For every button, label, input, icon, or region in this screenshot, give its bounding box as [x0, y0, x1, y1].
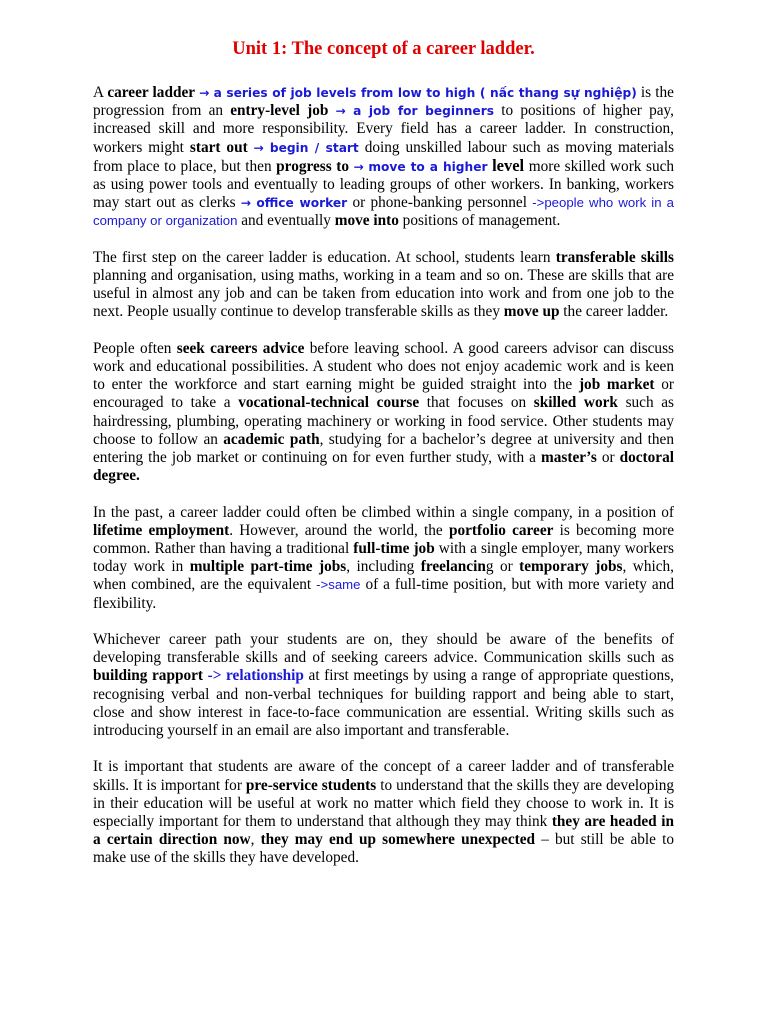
text: before leaving school. A good careers advisor can discuss work and educational possibilities. A student who does not enjoy academic work and is keen to enter the workforce and start earning might be guided straight into the	[93, 339, 674, 394]
text: , studying for a bachelor’s degree at university and then entering the job market or continuing on for even further study, with a	[93, 430, 674, 467]
text: the career ladder.	[559, 303, 669, 321]
text: that focuses on	[419, 394, 534, 412]
paragraph-5	[93, 631, 674, 740]
text: of a full-time position, but with more variety and flexibility.	[93, 576, 674, 612]
text: positions of management.	[398, 212, 561, 230]
key-term: full-time job	[353, 540, 435, 558]
paragraph-1	[93, 84, 674, 231]
key-term: start out	[189, 138, 248, 156]
text: People often	[93, 339, 177, 357]
key-term: temporary jobs	[519, 558, 623, 576]
text: such as hairdressing, plumbing, operating machinery or working in food service. Other students may choose to follow an	[93, 394, 674, 448]
text: or	[596, 449, 620, 467]
text: , including	[346, 558, 421, 576]
definition: office worker	[256, 196, 348, 211]
key-term: they are headed in a certain direction now	[93, 813, 674, 849]
text: and eventually	[237, 212, 335, 230]
text: g or	[485, 558, 520, 576]
key-term: multiple part-time jobs	[189, 558, 347, 576]
key-term: pre-service students	[245, 776, 377, 794]
text: – but still be able to make use of the skills they have developed.	[93, 831, 674, 867]
text: or encouraged to take a	[93, 376, 674, 412]
paragraph-4	[93, 504, 674, 613]
text: doing unskilled labour such as moving materials from place to place, but then	[93, 138, 675, 175]
arrow-icon: →	[240, 196, 252, 211]
paragraph-2	[93, 249, 674, 322]
key-term: progress to	[276, 157, 349, 175]
text: A	[93, 84, 108, 101]
text: . However, around the world, the	[229, 521, 449, 539]
key-term: academic path	[223, 430, 320, 448]
arrow-icon: →	[199, 86, 210, 100]
key-term: career ladder	[107, 84, 196, 101]
text: ,	[250, 831, 261, 849]
text: more skilled work such as using power tools and eventually to leading groups of other workers. In banking, workers may start out as clerks	[93, 157, 675, 212]
text: is becoming more common. Rather than having a traditional	[93, 521, 674, 558]
text: to positions of higher pay, increased skill and more responsibility. Every field has a career ladder. In construction, workers might	[93, 102, 674, 156]
page-title: Unit 1: The concept of a career ladder.	[232, 39, 535, 59]
paragraph-6	[93, 758, 674, 867]
text: It is important that students are aware of the concept of a career ladder and of transferable skills. It is important for	[93, 758, 674, 794]
text: Whichever career path your students are on, they should be aware of the benefits of developing transferable skills and of seeking careers advice. Communication skills such as	[93, 631, 674, 667]
text: , which, when combined, are the equivalent	[93, 558, 674, 594]
arrow-icon: →	[253, 140, 264, 155]
text: The first step on the career ladder is education. At school, students learn	[93, 248, 556, 266]
definition: ->same	[316, 577, 361, 593]
key-term: doctoral degree.	[93, 449, 674, 485]
key-term: lifetime employment	[93, 521, 230, 539]
key-term: master’s	[541, 449, 597, 467]
key-term: entry-level job	[230, 102, 329, 120]
text: In the past, a career ladder could often be climbed within a single company, in a position of	[93, 503, 674, 521]
key-term: move up	[503, 303, 560, 321]
definition: ->people who work in a company or organization	[93, 195, 675, 229]
text: with a single employer, many workers today work in	[93, 540, 675, 576]
key-term: skilled work	[533, 394, 618, 412]
definition: -> relationship	[207, 667, 304, 685]
text: planning and organisation, using maths, working in a team and so on. These are skills that are useful in almost any job and can be taken from education into work and from one job to the next. People usually continue to develop transferable skills as they	[93, 267, 674, 321]
text: to understand that the skills they are developing in their education will be useful at work no matter which field they choose to work in. It is especially important for them to understand that although they may think	[93, 776, 674, 831]
key-term: they may end up somewhere unexpected	[260, 831, 536, 849]
key-term: vocational-technical course	[238, 394, 420, 412]
definition: move to a higher	[368, 159, 488, 174]
text: is the progression from an	[93, 84, 674, 120]
definition: begin / start	[269, 140, 359, 155]
key-term: transferable skills	[555, 248, 674, 266]
key-term: move into	[334, 212, 399, 230]
key-term: seek careers advice	[176, 339, 305, 357]
key-term: portfolio career	[448, 521, 554, 539]
definition: a series of job levels from low to high ( nấc thang sự nghiệp)	[213, 86, 637, 100]
paragraph-3	[93, 340, 674, 486]
key-term: level	[492, 155, 525, 175]
arrow-icon: →	[353, 159, 364, 174]
arrow-icon: →	[335, 104, 346, 119]
key-term: building rapport	[93, 667, 204, 685]
key-term: job market	[578, 376, 655, 394]
text: or phone-banking personnel	[347, 194, 533, 212]
text: at first meetings by using a range of appropriate questions, recognising verbal and non-verbal techniques for building rapport and being able to start, close and show interest in face-to-face communication are essential. Writing skills such as introducing yourself in an email are also important and transferable.	[93, 667, 674, 740]
key-term: freelancin	[420, 558, 486, 576]
definition: a job for beginners	[353, 104, 494, 119]
